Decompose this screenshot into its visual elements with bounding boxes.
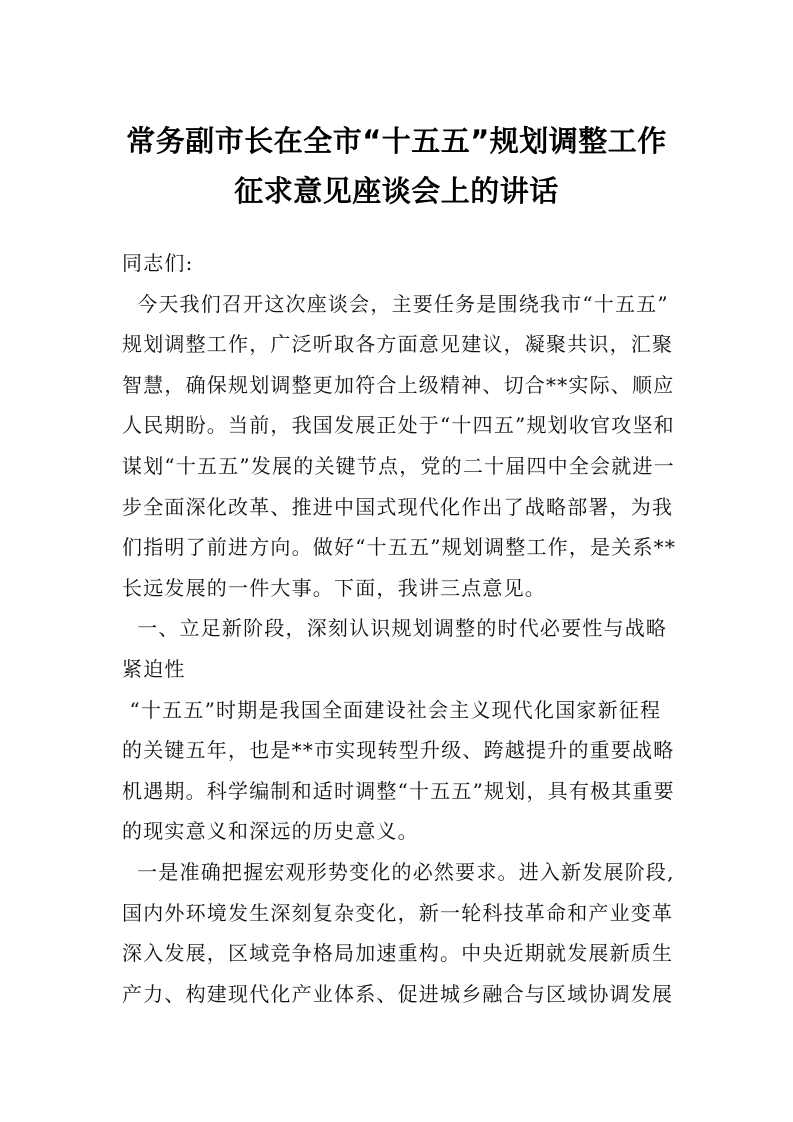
body-line: 们指明了前进方向。做好“十五五”规划调整工作，是关系** (122, 535, 677, 560)
body-line: 同志们: (122, 251, 194, 275)
body-line: 规划调整工作，广泛听取各方面意见建议，凝聚共识，汇聚 (122, 332, 674, 357)
body-line: 产力、构建现代化产业体系、促进城乡融合与区域协调发展 (122, 981, 674, 1006)
body-line: 一是准确把握宏观形势变化的必然要求。进入新发展阶段, (122, 859, 675, 884)
body-line: 谋划“十五五”发展的关键节点，党的二十届四中全会就进一 (122, 453, 675, 478)
body-line: 的关键五年，也是**市实现转型升级、跨越提升的重要战略 (122, 738, 675, 763)
body-line: 今天我们召开这次座谈会，主要任务是围绕我市“十五五” (122, 291, 669, 316)
document-body (122, 243, 682, 1014)
body-line: 步全面深化改革、推进中国式现代化作出了战略部署，为我 (122, 494, 674, 519)
body-line: 深入发展，区域竞争格局加速重构。中央近期就发展新质生 (122, 941, 674, 966)
body-line: 机遇期。科学编制和适时调整“十五五”规划，具有极其重要 (122, 778, 675, 803)
body-line: 智慧，确保规划调整更加符合上级精神、切合**实际、顺应 (122, 372, 675, 397)
body-line: “十五五”时期是我国全面建设社会主义现代化国家新征程 (122, 697, 662, 722)
document-title-line-1: 常务副市长在全市“十五五”规划调整工作 (126, 124, 667, 158)
body-line: 国内外环境发生深刻复杂变化，新一轮科技革命和产业变革 (122, 900, 674, 925)
section-heading-line: 一、立足新阶段，深刻认识规划调整的时代必要性与战略 (122, 616, 668, 641)
body-line: 人民期盼。当前，我国发展正处于“十四五”规划收官攻坚和 (122, 413, 675, 438)
body-line: 长远发展的一件大事。下面，我讲三点意见。 (122, 575, 546, 600)
section-heading-line: 紧迫性 (122, 656, 186, 681)
document-title-line-2: 征求意见座谈会上的讲话 (234, 174, 559, 208)
body-line: 的现实意义和深远的历史意义。 (122, 819, 419, 844)
